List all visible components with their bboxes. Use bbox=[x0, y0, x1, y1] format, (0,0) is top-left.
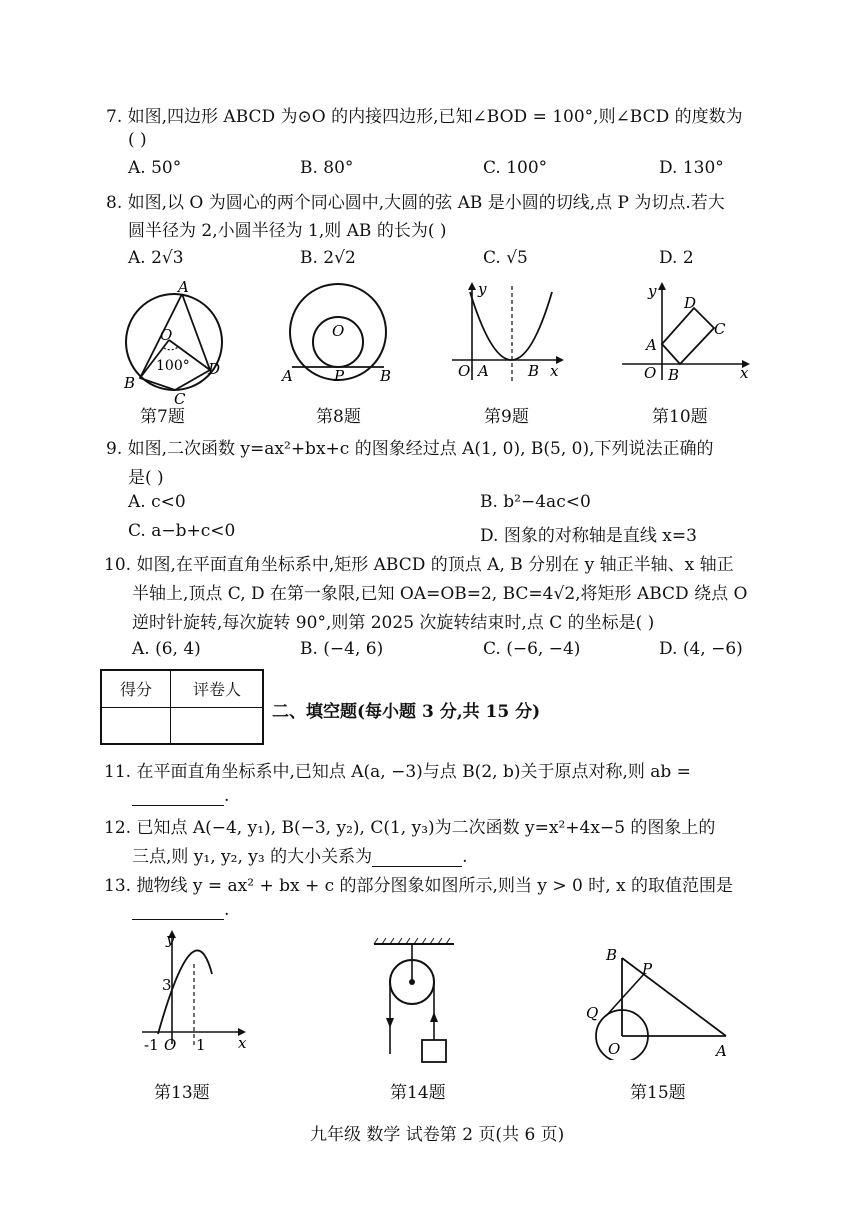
f10-label-y: y bbox=[648, 282, 657, 300]
f15-label-a: A bbox=[716, 1042, 727, 1060]
q7-line2: ( ) bbox=[128, 130, 147, 150]
q10-line2: 半轴上,顶点 C, D 在第一象限,已知 OA=OB=2, BC=4√2,将矩形 ABCD 绕点 O bbox=[132, 584, 748, 604]
q10-line1: 10. 如图,在平面直角坐标系中,矩形 ABCD 的顶点 A, B 分别在 y 轴正半轴、x 轴正 bbox=[104, 555, 734, 575]
score-box bbox=[100, 669, 264, 745]
figure-14-pulley bbox=[370, 936, 462, 1068]
f9-label-y: y bbox=[478, 280, 487, 298]
figure-10 bbox=[618, 280, 756, 384]
figure-9 bbox=[446, 280, 568, 388]
f10-label-a: A bbox=[646, 336, 657, 354]
q7-line1: 7. 如图,四边形 ABCD 为⊙O 的内接四边形,已知∠BOD = 100°,则∠BCD 的度数为 bbox=[106, 107, 743, 127]
q8-option-b: B. 2√2 bbox=[300, 248, 356, 268]
f7-label-angle: 100° bbox=[156, 358, 190, 374]
q8-line2: 圆半径为 2,小圆半径为 1,则 AB 的长为( ) bbox=[128, 221, 447, 241]
q12-blank[interactable] bbox=[372, 848, 462, 867]
f10-label-x: x bbox=[740, 364, 749, 382]
q7-option-d: D. 130° bbox=[659, 158, 724, 178]
q11-line1: 11. 在平面直角坐标系中,已知点 A(a, −3)与点 B(2, b)关于原点对称,则 ab = bbox=[104, 762, 691, 782]
q9-line2: 是( ) bbox=[128, 468, 164, 488]
f13-label-neg1: -1 bbox=[144, 1036, 159, 1054]
f15-label-o: O bbox=[608, 1040, 621, 1058]
q10-line3: 逆时针旋转,每次旋转 90°,则第 2025 次旋转结束时,点 C 的坐标是( ) bbox=[132, 613, 655, 633]
q8-option-a: A. 2√3 bbox=[128, 248, 184, 268]
f7-label-c: C bbox=[174, 390, 186, 406]
f13-label-x: x bbox=[238, 1034, 247, 1052]
q9-option-c: C. a−b+c<0 bbox=[128, 521, 236, 541]
q10-option-d: D. (4, −6) bbox=[659, 639, 743, 659]
q12-line2: 三点,则 y₁, y₂, y₃ 的大小关系为 . bbox=[132, 847, 468, 867]
f15-label-b: B bbox=[606, 946, 618, 964]
figure-15 bbox=[582, 940, 732, 1060]
q8-line1: 8. 如图,以 O 为圆心的两个同心圆中,大圆的弦 AB 是小圆的切线,点 P 为切点.若大 bbox=[106, 193, 725, 213]
score-box-label-score: 得分 bbox=[119, 680, 152, 699]
score-box-label-grader: 评卷人 bbox=[192, 680, 241, 699]
f15-label-q: Q bbox=[586, 1004, 599, 1022]
f13-label-1: 1 bbox=[196, 1036, 206, 1054]
q7-option-c: C. 100° bbox=[483, 158, 548, 178]
f8-label-o: O bbox=[332, 322, 345, 340]
figure-8 bbox=[278, 282, 400, 386]
caption-fig9: 第9题 bbox=[484, 407, 529, 427]
q10-option-b: B. (−4, 6) bbox=[300, 639, 384, 659]
f10-label-c: C bbox=[714, 320, 726, 338]
f10-label-d: D bbox=[684, 294, 697, 312]
q10-option-a: A. (6, 4) bbox=[132, 639, 201, 659]
q10-option-c: C. (−6, −4) bbox=[483, 639, 581, 659]
q7-option-a: A. 50° bbox=[128, 158, 182, 178]
f10-label-b: B bbox=[668, 366, 680, 384]
f9-label-x: x bbox=[550, 362, 559, 380]
f15-label-p: P bbox=[642, 960, 653, 978]
f7-label-o: O bbox=[160, 326, 173, 344]
q7-option-b: B. 80° bbox=[300, 158, 354, 178]
q12-line1: 12. 已知点 A(−4, y₁), B(−3, y₂), C(1, y₃)为二次函数 y=x²+4x−5 的图象上的 bbox=[104, 818, 716, 838]
f7-label-a: A bbox=[178, 278, 189, 296]
f10-label-o: O bbox=[644, 364, 657, 382]
q13-line1: 13. 抛物线 y = ax² + bx + c 的部分图象如图所示,则当 y > 0 时, x 的取值范围是 bbox=[104, 876, 734, 896]
caption-fig14: 第14题 bbox=[390, 1083, 446, 1103]
f13-label-y: y bbox=[166, 930, 175, 948]
section2-title: 二、填空题(每小题 3 分,共 15 分) bbox=[272, 702, 541, 722]
q9-option-a: A. c<0 bbox=[128, 492, 186, 512]
q8-option-c: C. √5 bbox=[483, 248, 528, 268]
f8-label-b: B bbox=[380, 367, 392, 385]
caption-fig15: 第15题 bbox=[630, 1083, 686, 1103]
q9-option-d: D. 图象的对称轴是直线 x=3 bbox=[480, 526, 697, 546]
f9-label-a: A bbox=[478, 362, 489, 380]
f7-label-d: D bbox=[208, 360, 221, 378]
page-footer: 九年级 数学 试卷第 2 页(共 6 页) bbox=[310, 1125, 565, 1145]
caption-fig13: 第13题 bbox=[154, 1083, 210, 1103]
q11-blank[interactable] bbox=[132, 787, 224, 806]
caption-fig10: 第10题 bbox=[652, 407, 708, 427]
f13-label-3: 3 bbox=[162, 976, 172, 994]
q9-line1: 9. 如图,二次函数 y=ax²+bx+c 的图象经过点 A(1, 0), B(5, 0),下列说法正确的 bbox=[106, 439, 714, 459]
f8-label-a: A bbox=[282, 367, 293, 385]
q9-option-b: B. b²−4ac<0 bbox=[480, 492, 591, 512]
caption-fig8: 第8题 bbox=[316, 407, 361, 427]
f8-label-p: P bbox=[334, 367, 345, 385]
f9-label-o: O bbox=[458, 362, 471, 380]
q8-option-d: D. 2 bbox=[659, 248, 694, 268]
figure-13 bbox=[136, 926, 254, 1056]
f7-label-b: B bbox=[124, 374, 136, 392]
f13-label-o: O bbox=[164, 1036, 177, 1054]
q13-blank[interactable] bbox=[132, 901, 224, 920]
caption-fig7: 第7题 bbox=[140, 407, 185, 427]
q13-answer-line: . bbox=[132, 900, 229, 920]
f9-label-b: B bbox=[528, 362, 540, 380]
q11-answer-line: . bbox=[132, 786, 229, 806]
figure-7 bbox=[112, 278, 236, 406]
